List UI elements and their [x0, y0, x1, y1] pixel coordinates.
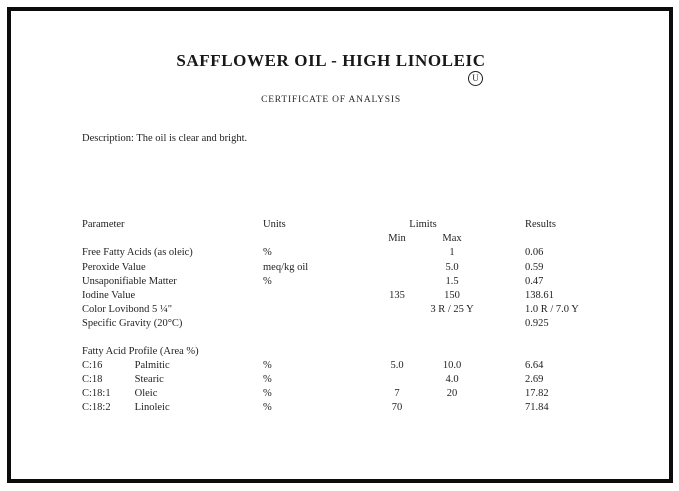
fatty-acid-rows: [82, 359, 648, 416]
max-limit-cell: 3 R / 25 Y: [430, 304, 474, 316]
table-subheader-row: [82, 232, 648, 246]
result-cell: 1.0 R / 7.0 Y: [525, 304, 579, 316]
min-limit-cell: 7: [394, 388, 400, 400]
min-limit-cell: 70: [391, 402, 403, 414]
result-cell: 0.06: [525, 247, 544, 259]
min-header: Min: [388, 233, 406, 245]
result-cell: 6.64: [525, 359, 544, 371]
max-limit-cell: 1: [449, 247, 455, 259]
units-cell: meq/kg oil: [263, 261, 309, 273]
max-header: Max: [442, 233, 462, 245]
table-row: [82, 261, 648, 275]
parameter-name: Color Lovibond 5 ¼": [82, 304, 173, 316]
table-row: [82, 289, 648, 303]
table-row: [82, 373, 648, 387]
parameter-name: Peroxide Value: [82, 261, 146, 273]
certificate-subtitle: CERTIFICATE OF ANALYSIS: [261, 95, 401, 105]
units-cell: %: [263, 373, 272, 385]
parameter-cell: [82, 289, 263, 303]
max-limit-cell: 10.0: [442, 359, 462, 371]
table-row: [82, 246, 648, 260]
table-row: [82, 317, 648, 331]
parameter-header: Parameter: [82, 219, 125, 230]
max-limit-cell: 5.0: [445, 261, 459, 273]
title-area: [0, 51, 662, 71]
parameter-cell: [82, 303, 263, 317]
parameter-name: C:18:1: [82, 388, 111, 400]
parameter-cell: [82, 387, 263, 401]
results-header: Results: [525, 219, 556, 230]
units-cell: %: [263, 388, 272, 400]
analysis-table: [82, 218, 648, 415]
result-cell: 0.925: [525, 318, 549, 330]
parameter-subname: Stearic: [134, 373, 164, 385]
min-limit-cell: 5.0: [390, 359, 404, 371]
parameter-name: Free Fatty Acids (as oleic): [82, 247, 193, 259]
table-row: [82, 401, 648, 415]
kosher-ou-icon: U: [468, 71, 483, 86]
page-title: SAFFLOWER OIL - HIGH LINOLEIC: [176, 51, 486, 70]
table-row: [82, 275, 648, 289]
units-cell: %: [263, 247, 272, 259]
parameter-name: C:16: [82, 359, 103, 371]
parameter-name: C:18:2: [82, 402, 111, 414]
units-cell: %: [263, 402, 272, 414]
parameter-name: Specific Gravity (20°C): [82, 318, 183, 330]
parameter-cell: [82, 261, 263, 275]
units-cell: %: [263, 275, 272, 287]
result-cell: 17.82: [525, 388, 549, 400]
result-cell: 0.59: [525, 261, 544, 273]
result-cell: 71.84: [525, 402, 549, 414]
units-header: Units: [263, 219, 286, 230]
table-row: [82, 387, 648, 401]
units-cell: %: [263, 359, 272, 371]
parameter-cell: [82, 275, 263, 289]
min-limit-cell: 135: [389, 289, 405, 301]
main-parameter-rows: [82, 246, 648, 331]
fatty-acid-section-title: Fatty Acid Profile (Area %): [82, 345, 199, 357]
result-cell: 2.69: [525, 373, 544, 385]
parameter-subname: Linoleic: [134, 402, 170, 414]
parameter-subname: Oleic: [134, 388, 158, 400]
table-row: [82, 303, 648, 317]
parameter-cell: [82, 373, 263, 387]
table-row: [82, 359, 648, 373]
parameter-cell: [82, 359, 263, 373]
max-limit-cell: 4.0: [445, 373, 459, 385]
max-limit-cell: 20: [446, 388, 458, 400]
parameter-cell: [82, 317, 263, 331]
max-limit-cell: 150: [444, 289, 460, 301]
max-limit-cell: 1.5: [445, 275, 459, 287]
result-cell: 0.47: [525, 275, 544, 287]
parameter-name: Iodine Value: [82, 289, 136, 301]
parameter-name: C:18: [82, 373, 103, 385]
subtitle-area: [0, 89, 662, 107]
table-header-row: [82, 218, 648, 232]
limits-header: Limits: [409, 219, 437, 230]
parameter-subname: Palmitic: [134, 359, 170, 371]
description-text: Description: The oil is clear and bright.: [82, 133, 248, 144]
result-cell: 138.61: [525, 289, 554, 301]
section-gap: [82, 332, 648, 345]
parameter-cell: [82, 246, 263, 260]
parameter-cell: [82, 401, 263, 415]
parameter-name: Unsaponifiable Matter: [82, 275, 177, 287]
